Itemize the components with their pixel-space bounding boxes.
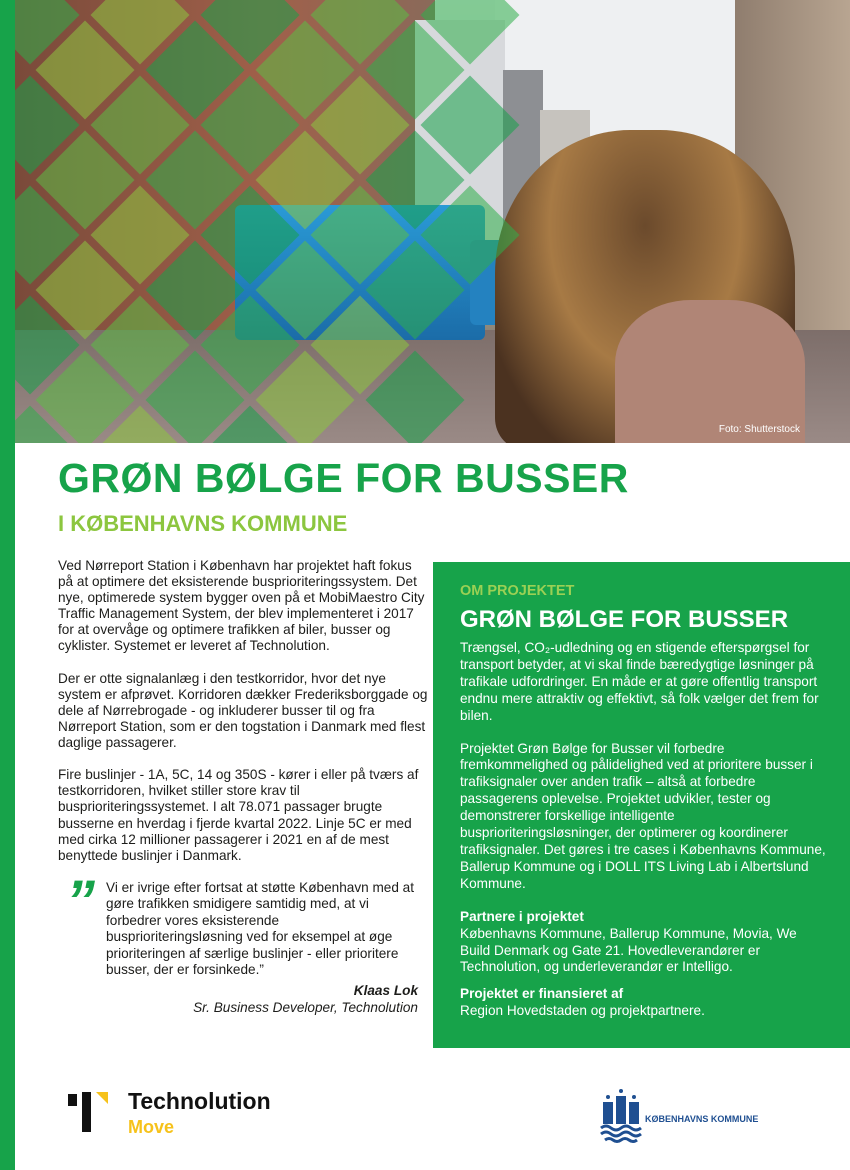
technolution-logo-icon [68,1092,118,1134]
pull-quote [58,868,418,1016]
green-stripe [0,0,15,1170]
kobenhavns-kommune-logo-text: KØBENHAVNS KOMMUNE [645,1114,759,1124]
technolution-logo-text: Technolution [128,1088,271,1114]
left-column [58,558,430,1016]
project-info-box [433,562,850,1048]
page-subtitle: I KØBENHAVNS KOMMUNE [58,511,348,536]
paragraph: Ved Nørreport Station i København har projektet haft fokus på at optimere det eksisterende busprioriteringssystem. Det nye, optimerede system bygger oven på et MobiMaestro City Traffic Management System, der blev implementeret i 2017 for at overvåge og optimere trafikken af biler, busser og cyklister. Systemet er leveret af Technolution. [58,558,425,654]
box-paragraph: Projektet Grøn Bølge for Busser vil forbedre fremkommelighed og pålidelighed ved at prioritere busser i trafiksignaler over anden trafik – altså at forbedre passagerens oplevelse. Projektet udvikler, tester og demonstrerer forskellige intelligente busprioriteringsløsninger, der optimerer og koordinerer trafiksignaler. Det gøres i tre cases i Københavns Kommune, Ballerup Kommune og i DOLL ITS Living Lab i Albertslund Kommune. [460,740,826,891]
page-title: GRØN BØLGE FOR BUSSER [58,455,629,501]
quote-text: Vi er ivrige efter fortsat at støtte København med at gøre trafikken smidigere samtidig med, at vi forbedrer vores eksisterende busprioriteringsløsning ved for eksempel at øge prioriteringen af særlige buslinjer - eller prioritere busser, der er forsinkede.” [106,879,415,977]
paragraph: Der er otte signalanlæg i den testkorridor, hvor det nye system er afprøvet. Korridoren dækker Frederiksborggade og dele af Nørrebrogade - og inkluderer busser til og fra Nørreport Station, som er den togstation i Danmark med flest daglige passagerer. [58,670,428,751]
kobenhavns-kommune-crest-icon [600,1088,642,1144]
quote-mark-icon: ” [66,868,95,934]
article-body [58,558,430,864]
box-title: GRØN BØLGE FOR BUSSER [460,606,789,633]
photo-credit: Foto: Shutterstock [718,424,800,435]
funding-heading: Projektet er finansieret af [460,986,624,1002]
quote-author-role: Sr. Business Developer, Technolution [193,1000,418,1016]
partners-heading: Partnere i projektet [460,908,584,924]
funding-text: Region Hovedstaden og projektpartnere. [460,1003,705,1019]
technolution-logo-sub: Move [128,1117,175,1137]
partners-text: Københavns Kommune, Ballerup Kommune, Movia, We Build Denmark og Gate 21. Hovedleverandører er Technolution, og underleverandør er Intelligo. [460,925,797,975]
paragraph: Fire buslinjer - 1A, 5C, 14 og 350S - kører i eller på tværs af testkorridoren, hvilket stiller store krav til busprioriteringssystemet. I alt 78.071 passager brugte busserne en hverdag i fjerde kvartal 2022. Linje 5C er med med cirka 12 millioner passagerer i 2021 en af de mest benyttede buslinjer i Danmark. [58,767,419,863]
quote-author: Klaas Lok [353,983,418,999]
box-kicker: OM PROJEKTET [460,583,575,599]
box-paragraph: Trængsel, CO₂-udledning og en stigende efterspørgsel for transport betyder, at vi skal finde bæredygtige løsninger på trafikale udfordringer. En måde er at gøre offentlig transport endnu mere attraktiv og effektivt, så folk vælger det frem for bilen. [460,640,819,723]
hero-photo [15,0,850,443]
